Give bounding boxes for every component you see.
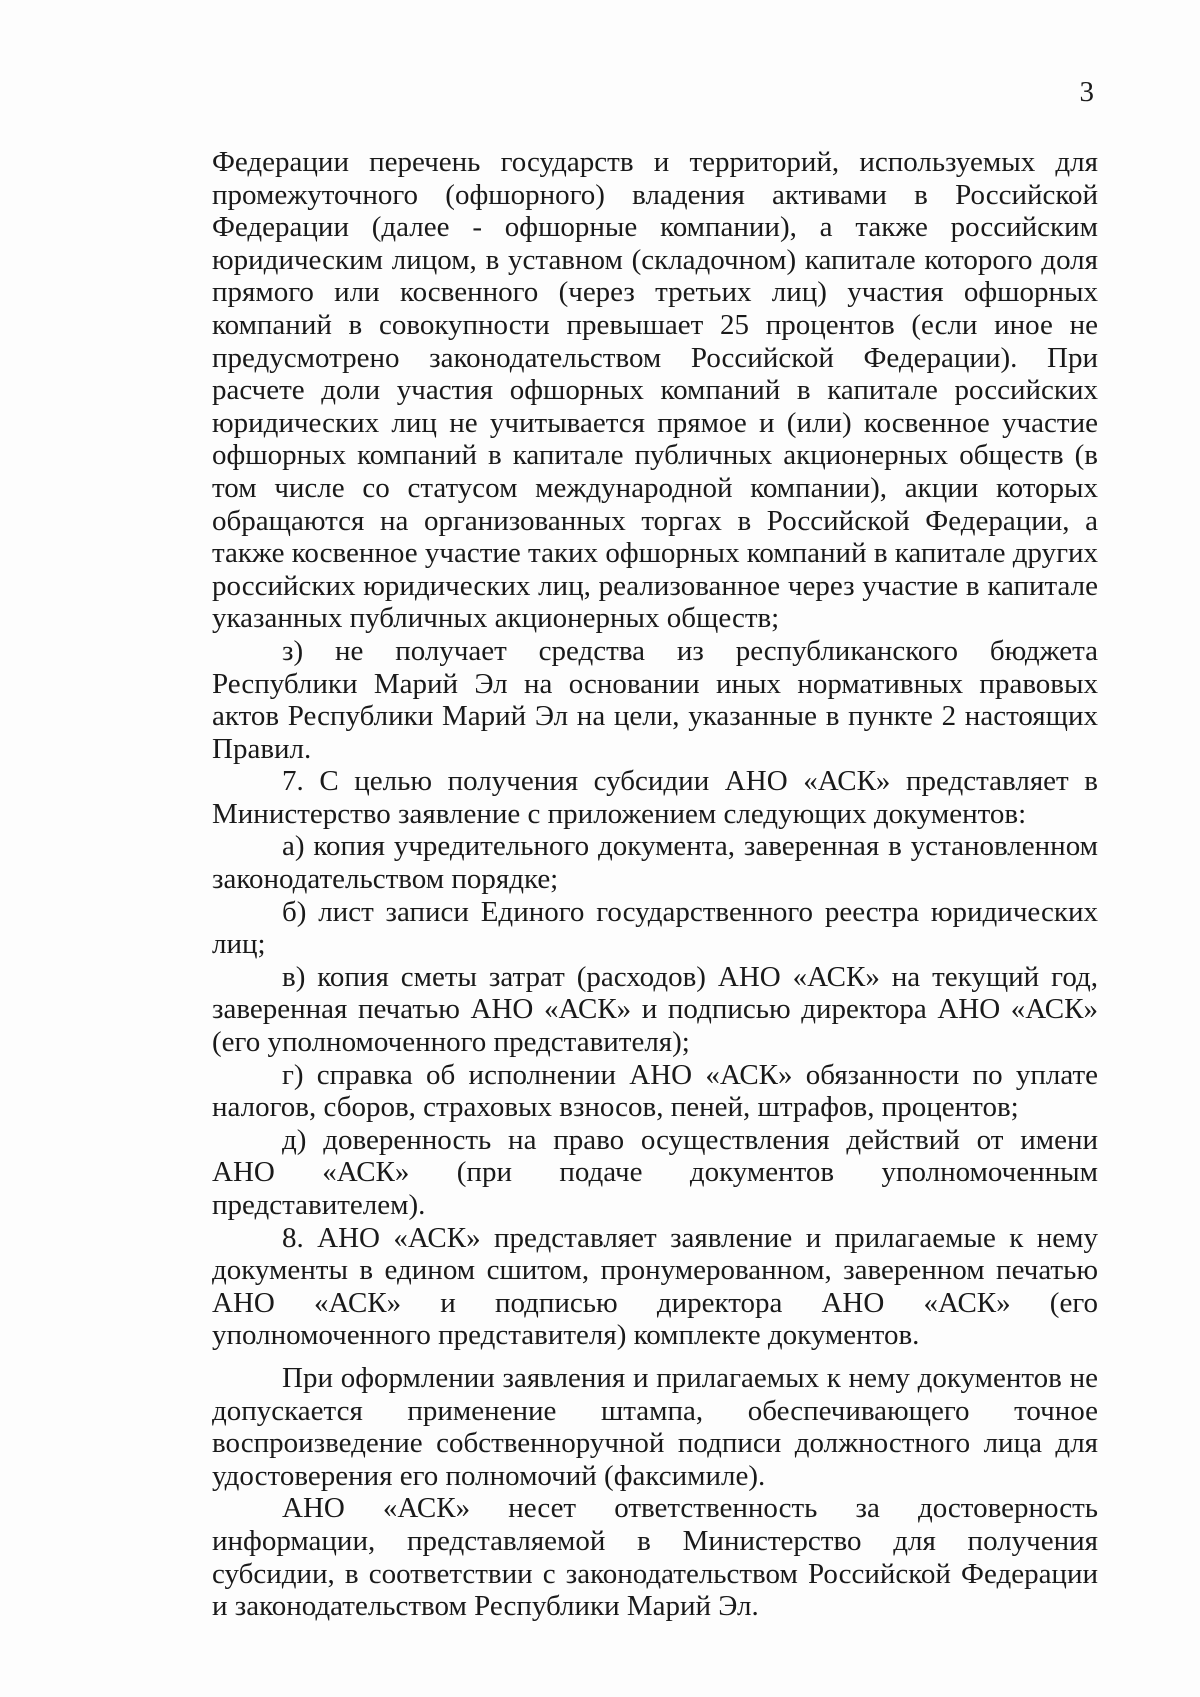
page-number: 3 bbox=[1079, 76, 1094, 108]
paragraph-item-d: д) доверенность на право осуществления действий от имени АНО «АСК» (при подаче документов уполномоченным представителем). bbox=[212, 1123, 1098, 1221]
paragraph-responsibility: АНО «АСК» несет ответственность за достоверность информации, представляемой в Министерство для получения субсидии, в соответствии с законодательством Российской Федерации и законодательством Республики Марий Эл. bbox=[212, 1492, 1098, 1623]
paragraph-item-z: з) не получает средства из республиканского бюджета Республики Марий Эл на основании иных нормативных правовых актов Республики Марий Эл на цели, указанные в пункте 2 настоящих Правил. bbox=[212, 634, 1098, 765]
paragraph-item-g: г) справка об исполнении АНО «АСК» обязанности по уплате налогов, сборов, страховых взносов, пеней, штрафов, процентов; bbox=[212, 1058, 1098, 1124]
paragraph-offshore-continuation: Федерации перечень государств и территорий, используемых для промежуточного (офшорного) владения активами в Российской Федерации (далее - офшорные компании), а также российским юридическим лицом, в уставном (складочном) капитале которого доля прямого или косвенного (через третьих лиц) участия офшорных компаний в совокупности превышает 25 процентов (если иное не предусмотрено законодательством Российской Федерации). При расчете доли участия офшорных компаний в капитале российских юридических лиц не учитывается прямое и (или) косвенное участие офшорных компаний в капитале публичных акционерных обществ (в том числе со статусом международной компании), акции которых обращаются на организованных торгах в Российской Федерации, а также косвенное участие таких офшорных компаний в капитале других российских юридических лиц, реализованное через участие в капитале указанных публичных акционерных обществ; bbox=[212, 146, 1098, 635]
paragraph-item-v: в) копия сметы затрат (расходов) АНО «АСК» на текущий год, заверенная печатью АНО «АСК» и подписью директора АНО «АСК» (его уполномоченного представителя); bbox=[212, 960, 1098, 1059]
paragraph-7: 7. С целью получения субсидии АНО «АСК» представляет в Министерство заявление с приложением следующих документов: bbox=[212, 765, 1098, 830]
document-body bbox=[212, 146, 1098, 1623]
paragraph-facsimile: При оформлении заявления и прилагаемых к нему документов не допускается применение штампа, обеспечивающего точное воспроизведение собственноручной подписи должностного лица для удостоверения его полномочий (факсимиле). bbox=[212, 1361, 1098, 1492]
paragraph-8: 8. АНО «АСК» представляет заявление и прилагаемые к нему документы в едином сшитом, пронумерованном, заверенном печатью АНО «АСК» и подписью директора АНО «АСК» (его уполномоченного представителя) комплекте документов. bbox=[212, 1221, 1098, 1352]
paragraph-item-b: б) лист записи Единого государственного реестра юридических лиц; bbox=[212, 895, 1098, 961]
paragraph-item-a: а) копия учредительного документа, заверенная в установленном законодательством порядке; bbox=[212, 830, 1098, 896]
